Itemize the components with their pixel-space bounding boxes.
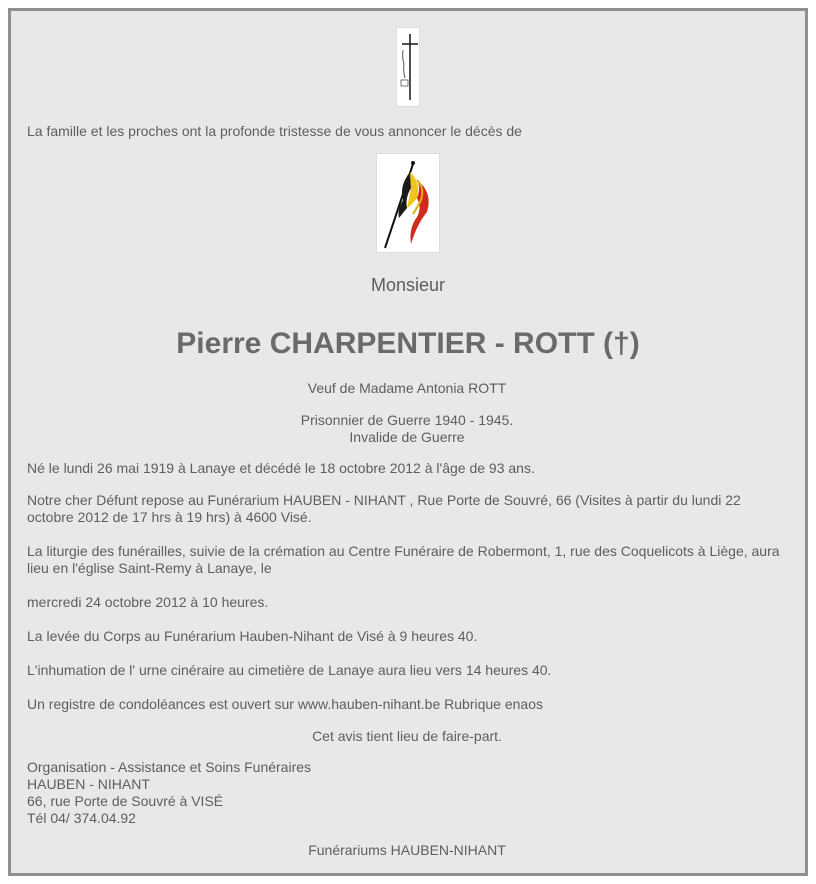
- prisoner-text: Prisonnier de Guerre 1940 - 1945.: [300, 412, 514, 428]
- inhumation-text: L'inhumation de l' urne cinéraire au cimetière de Lanaye aura lieu vers 14 heures 40.: [27, 662, 552, 678]
- intro-text: La famille et les proches ont la profonde tristesse de vous annoncer le décès de: [27, 123, 522, 139]
- flag-image: [376, 153, 440, 253]
- organisation-line-4: Tél 04/ 374.04.92: [27, 810, 136, 826]
- cross-image: [396, 27, 420, 107]
- repose-text: Notre cher Défunt repose au Funérarium HAUBEN - NIHANT , Rue Porte de Souvré, 66 (Visites à partir du lundi 22 octobre 2012 de 17 hrs à 19 hrs) à 4600 Visé.: [27, 492, 741, 525]
- organisation-line-2: HAUBEN - NIHANT: [27, 776, 150, 792]
- notice-frame: [8, 8, 808, 876]
- birth-death-text: Né le lundi 26 mai 1919 à Lanaye et décédé le 18 octobre 2012 à l'âge de 93 ans.: [27, 460, 535, 476]
- date-text: mercredi 24 octobre 2012 à 10 heures.: [27, 594, 269, 610]
- deceased-name: Pierre CHARPENTIER - ROTT (†): [176, 327, 640, 360]
- footer-text: Funérariums HAUBEN-NIHANT: [308, 842, 506, 858]
- levee-text: La levée du Corps au Funérarium Hauben-Nihant de Visé à 9 heures 40.: [27, 628, 478, 644]
- liturgy-text: La liturgie des funérailles, suivie de la crémation au Centre Funéraire de Robermont, 1, rue des Coquelicots à Liège, aura lieu en l'église Saint-Remy à Lanaye, le: [27, 543, 780, 576]
- honorific-title: Monsieur: [370, 275, 446, 295]
- widower-text: Veuf de Madame Antonia ROTT: [307, 380, 507, 396]
- invalid-text: Invalide de Guerre: [349, 429, 465, 445]
- organisation-line-1: Organisation - Assistance et Soins Funéraires: [27, 759, 312, 775]
- organisation-line-3: 66, rue Porte de Souvré à VISÉ: [27, 793, 224, 809]
- notice-text: Cet avis tient lieu de faire-part.: [312, 728, 502, 744]
- belgian-flag-icon: [377, 154, 439, 252]
- cross-icon: [397, 28, 419, 106]
- registry-text: Un registre de condoléances est ouvert sur www.hauben-nihant.be Rubrique enaos: [27, 696, 543, 712]
